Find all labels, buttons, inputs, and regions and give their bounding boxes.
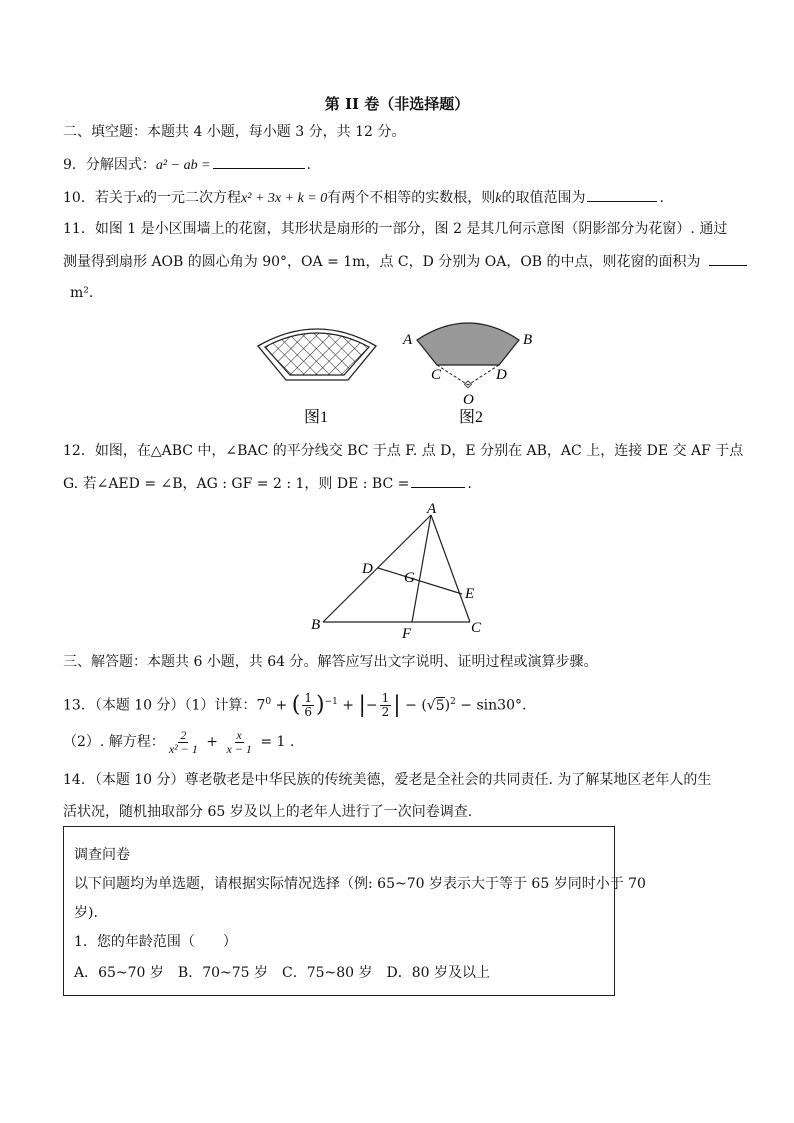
q11-figures <box>240 310 540 425</box>
q14-line1: 14．（本题 10 分）尊老敬老是中华民族的传统美德，爱老是全社会的共同责任. 为了解某地区老年人的生 <box>63 772 712 788</box>
part3-heading: 三、解答题：本题共 6 小题，共 64 分。解答应写出文字说明、证明过程或演算步骤。 <box>63 654 598 670</box>
q11-answer-blank[interactable] <box>709 251 747 266</box>
q10-suffix: . <box>659 190 664 206</box>
q12-label-a: A <box>427 501 437 517</box>
q13-frac1-power: −1 <box>324 697 338 707</box>
q12-line2-suffix: . <box>467 476 472 492</box>
q12-label-e: E <box>465 586 475 602</box>
q13-part2: （2）. 解方程： $\frac{2}{\text{x² − 1}}$ + $\frac{x}{x - 1}$ = 1 . <box>63 727 295 756</box>
q14-line2: 活状况，随机抽取部分 65 岁及以上的老年人进行了一次问卷调查. <box>63 804 473 820</box>
survey-box <box>63 826 646 996</box>
q13-p2-frac2 <box>224 729 253 756</box>
fig2-label-b: B <box>523 332 533 348</box>
q13-label: 13．（本题 10 分）（1）计算： <box>63 697 257 714</box>
q9 <box>63 154 311 176</box>
part2-heading: 二、填空题：本题共 4 小题，每小题 3 分，共 12 分。 <box>63 124 406 140</box>
q10-equation: x² + 3x + k = 0 <box>241 191 328 206</box>
q13-sqrt-radicand: 5 <box>435 697 445 714</box>
q10 <box>63 187 664 209</box>
q13-exp1-power: 0 <box>265 697 272 707</box>
q13-frac1 <box>302 692 314 719</box>
q10-var-x: x <box>136 191 144 206</box>
survey-intro-line1: 以下问题均为单选题，请根据实际情况选择（例: 65~70 岁表示大于等于 65 岁同时小于 70 <box>74 876 646 892</box>
fig2-label-c: C <box>431 367 442 383</box>
q12-line2-text: G. 若∠AED = ∠B，AG : GF = 2 : 1，则 DE : BC = <box>63 476 410 492</box>
q13-part2-label: （2）. 解方程： <box>63 734 165 750</box>
q13-abs-num: 1 <box>381 691 390 706</box>
q10-text2: 有两个不相等的实数根，则 <box>327 190 496 206</box>
q13-abs-den: 2 <box>381 705 390 720</box>
q13-p2-frac2-den: x − 1 <box>226 741 252 756</box>
fig2-caption: 图2 <box>459 409 484 425</box>
q11-line2 <box>63 251 749 272</box>
q9-suffix: . <box>306 157 311 173</box>
q10-text3: 的取值范围为 <box>501 190 586 206</box>
survey-question1: 1．您的年龄范围（ ） <box>74 934 237 950</box>
survey-options: A．65~70 岁 B．70~75 岁 C．75~80 岁 D．80 岁及以上 <box>74 965 491 981</box>
q12-label-d: D <box>362 561 373 577</box>
q13-part1: 13．（本题 10 分）（1）计算：$7^0$ + ( $\frac{1}{6}$ )$^{-1}$ + |− $\frac{1}{2}$ | − $(√5)^2 - \sin 30^\circ$. <box>63 691 527 720</box>
q13-abs-frac <box>380 692 392 719</box>
fig1-caption: 图1 <box>304 409 329 425</box>
q10-mid: 的一元二次方程 <box>143 190 242 206</box>
section-title: 第 II 卷（非选择题） <box>324 95 470 113</box>
q13-frac1-num: 1 <box>304 691 312 706</box>
q13-p2-frac1 <box>167 729 200 756</box>
q12-triangle-figure <box>300 498 500 643</box>
q11-line1: 11．如图 1 是小区围墙上的花窗，其形状是扇形的一部分，图 2 是其几何示意图（阴影部分为花窗）. 通过 <box>63 221 728 237</box>
q13-abs-sign: − <box>365 697 378 714</box>
q13-sin-term: − sin30° <box>460 697 522 714</box>
q12-label-c: C <box>471 620 482 636</box>
q12-line2 <box>63 473 472 494</box>
q13-sqrt-power: 2 <box>450 697 456 707</box>
q12-line1: 12．如图，在△ABC 中，∠BAC 的平分线交 BC 于点 F. 点 D，E 分别在 AB，AC 上，连接 DE 交 AF 于点 <box>63 443 744 459</box>
survey-title: 调查问卷 <box>74 847 130 863</box>
q12-label-b: B <box>311 617 321 633</box>
q13-exp1-base: 7 <box>256 697 266 714</box>
q13-p2-rhs: = 1 . <box>260 734 295 750</box>
q12-label-f: F <box>402 626 412 642</box>
q13-p2-frac1-num: 2 <box>180 727 187 742</box>
q10-var-k: k <box>495 191 502 206</box>
q11-line2-text: 测量得到扇形 AOB 的圆心角为 90°，OA = 1m，点 C，D 分别为 OA，OB 的中点，则花窗的面积为 <box>63 254 701 270</box>
q10-answer-blank[interactable] <box>587 187 657 202</box>
fig2-label-d: D <box>496 367 507 383</box>
q13-p2-frac1-den: x² − 1 <box>168 741 198 756</box>
q13-p2-frac2-num: x <box>236 727 242 742</box>
q12-answer-blank[interactable] <box>411 473 465 488</box>
survey-intro-line2: 岁). <box>74 905 98 921</box>
q9-answer-blank[interactable] <box>213 154 305 169</box>
q9-prefix: 9．分解因式： <box>63 157 156 173</box>
fig2-label-o: O <box>463 392 474 408</box>
q9-expr: a² − ab = <box>155 158 211 173</box>
q13-frac1-den: 6 <box>304 705 312 720</box>
q10-prefix: 10．若关于 <box>63 190 137 206</box>
q12-label-g: G <box>404 570 415 586</box>
fig1-flower-window <box>258 329 376 380</box>
q11-line3: m². <box>70 285 94 301</box>
fig2-label-a: A <box>403 332 413 348</box>
